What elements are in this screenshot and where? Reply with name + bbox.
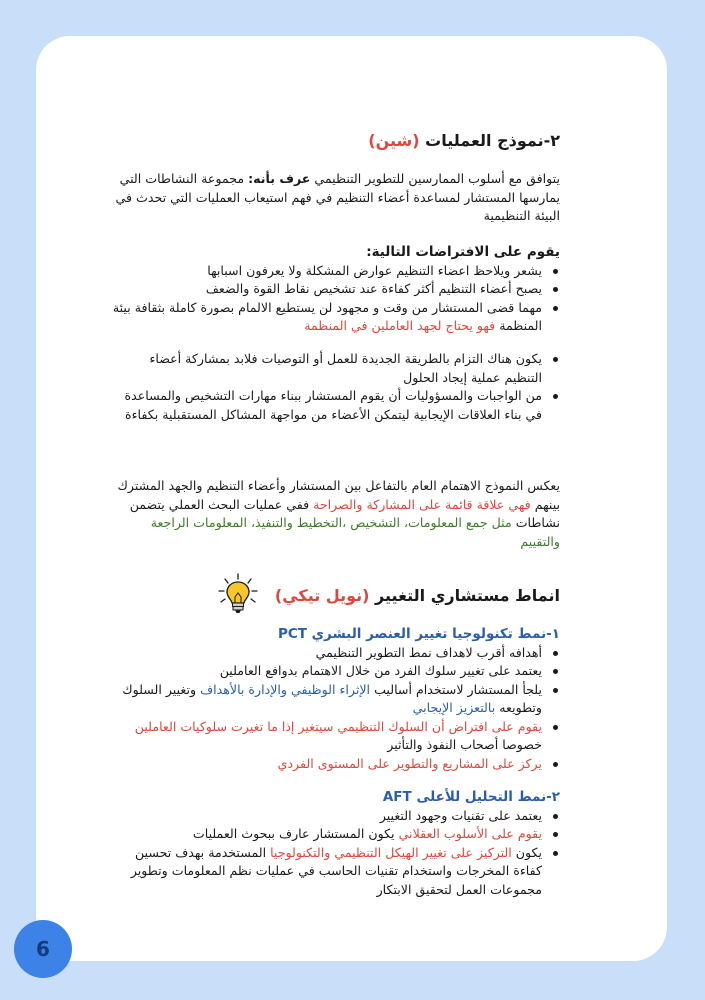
section-change-consultants	[110, 585, 560, 607]
section2-title: انماط مستشاري التغيير (نويل تيكي)	[274, 586, 560, 605]
list-item: يكون هناك التزام بالطريقة الجديدة للعمل أو التوصيات فلابد بمشاركة أعضاء التنظيم عملية إيجاد الحلول	[110, 350, 542, 387]
aft-list	[110, 807, 560, 900]
list-item: مهما قضى المستشار من وقت و مجهود لن يستطيع الالمام بصورة كاملة بثقافة بيئة المنظمة فهو يحتاج لجهد العاملين في المنظمة	[110, 299, 542, 336]
pct-list	[110, 644, 560, 774]
list-item: يصبح أعضاء التنظيم أكثر كفاءة عند تشخيص نقاط القوة والضعف	[110, 280, 542, 299]
aft-block	[110, 788, 560, 899]
pct-title: ١-نمط تكنولوجيا تغيير العنصر البشري PCT	[277, 626, 560, 642]
list-item: يركز على المشاريع والتطوير على المستوى الفردي	[110, 755, 542, 774]
list-item: يلجأ المستشار لاستخدام أساليب الإثراء الوظيفي والإدارة بالأهداف وتغيير السلوك وتطويعه بالتعزيز الإيجابي	[110, 681, 542, 718]
reflect-paragraph: يعكس النموذج الاهتمام العام بالتفاعل بين المستشار وأعضاء التنظيم والجهد المشترك بينهم فهي علاقة قائمة على المشاركة والصراحة ففي عمليات البحث العملي يتضمن نشاطات مثل جمع المعلومات، التشخيص ،التخطيط والتنفيذ، المعلومات الراجعة والتقييم	[117, 478, 560, 549]
section1-title: ٢-نموذج العمليات (شين)	[368, 131, 560, 150]
assumptions-block	[110, 243, 560, 336]
assumptions-list-2	[110, 350, 560, 424]
aft-title: ٢-نمط التحليل للأعلى AFT	[382, 789, 560, 805]
list-item: يقوم على الأسلوب العقلاني يكون المستشار عارف ببحوث العمليات	[110, 825, 542, 844]
assumptions-block-2	[110, 350, 560, 424]
section1-intro	[110, 170, 560, 226]
pct-block	[110, 625, 560, 773]
assumptions-title: يقوم على الافتراضات التالية:	[366, 244, 560, 260]
list-item: من الواجبات والمسؤوليات أن يقوم المستشار ببناء مهارات التشخيص والمساعدة في بناء العلاقات الإيجابية ليتمكن الأعضاء من مواجهة المشاكل المستقبلية بكفاءة	[110, 387, 542, 424]
intro-paragraph: يتوافق مع أسلوب الممارسين للتطوير التنظيمي عرف بأنه: مجموعة النشاطات التي يمارسها المستشار لمساعدة أعضاء التنظيم في فهم استيعاب العمليات التي تحدث في البيئة التنظيمية	[115, 171, 560, 223]
list-item: يعتمد على تغيير سلوك الفرد من خلال الاهتمام بدوافع العاملين	[110, 662, 542, 681]
list-item: أهدافه أقرب لاهداف نمط التطوير التنظيمي	[110, 644, 542, 663]
assumptions-list	[110, 262, 560, 336]
section-process-model	[110, 130, 560, 152]
list-item: يشعر ويلاحظ اعضاء التنظيم عوارض المشكلة ولا يعرفون اسبابها	[110, 262, 542, 281]
page-number: 6	[14, 920, 72, 978]
list-item: يعتمد على تقنيات وجهود التغيير	[110, 807, 542, 826]
section1-title-author: (شين)	[368, 131, 420, 150]
section2-title-author: (نويل تيكي)	[274, 586, 370, 605]
list-item: يقوم على افتراض أن السلوك التنظيمي سيتغير إذا ما تغيرت سلوكيات العاملين خصوصا أصحاب النفوذ والتأثير	[110, 718, 542, 755]
list-item: يكون التركيز على تغيير الهيكل التنظيمي والتكنولوجيا المستخدمة بهدف تحسين كفاءة المخرجات واستخدام تقنيات الحاسب في عمليات نظم المعلومات وتطوير مجموعات العمل لتحقيق الابتكار	[110, 844, 542, 900]
